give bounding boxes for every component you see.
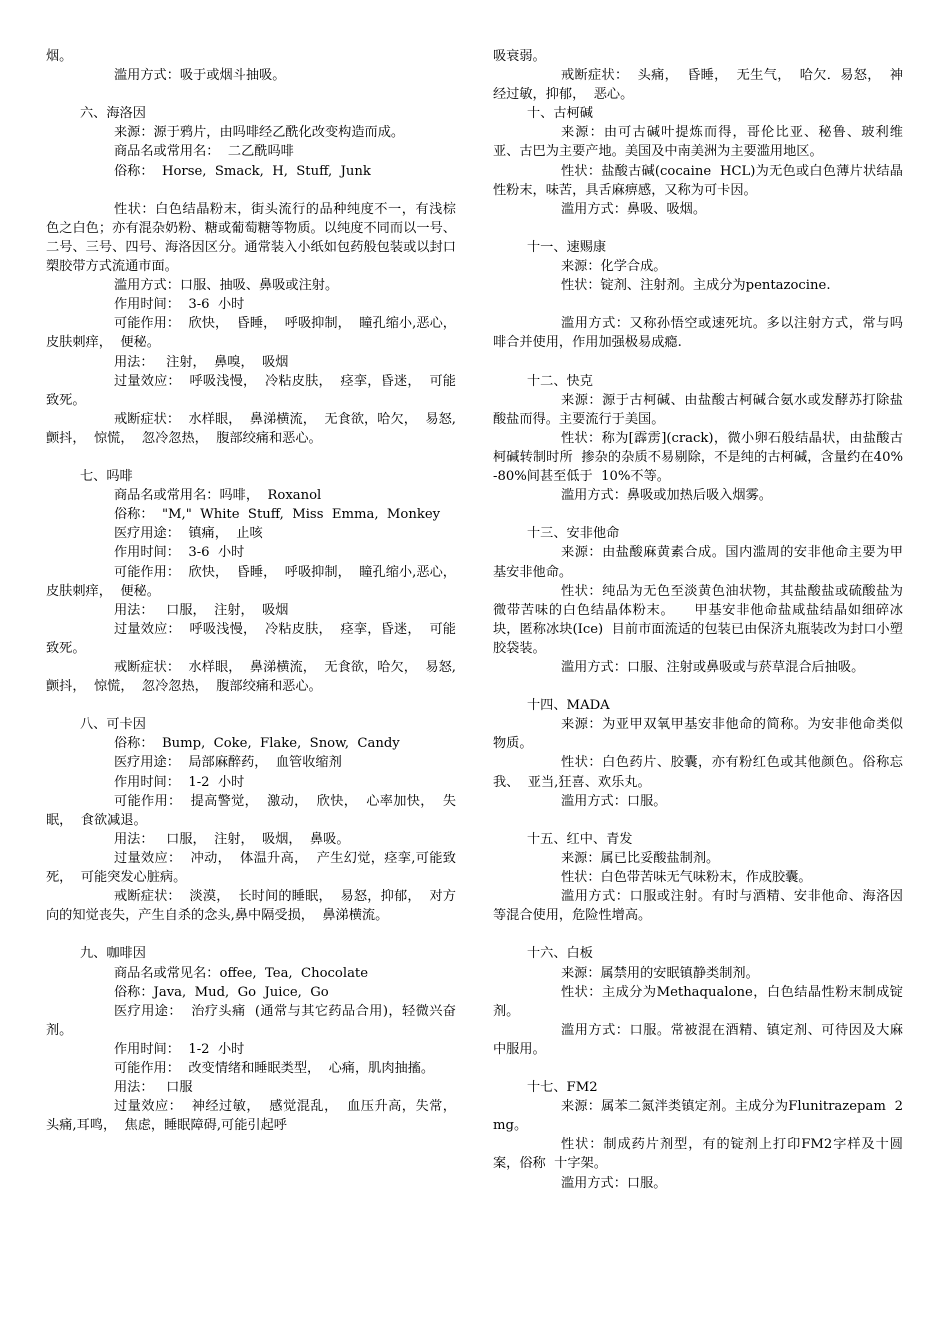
heroin-trade-name: 商品名或常用名： 二乙酰吗啡	[114, 144, 294, 160]
caffeine-trade-name: 商品名或常见名：offee, Tea, Chocolate	[114, 965, 369, 981]
spacer	[493, 1059, 903, 1078]
section-heading-mada: 十四、MADA	[527, 698, 610, 714]
heroin-street-names: 俗称： Horse, Smack, H, Stuff, Junk	[114, 163, 371, 179]
cocaine-medical-use: 医疗用途： 局部麻醉药， 血管收缩剂	[114, 755, 342, 771]
spacer	[493, 353, 903, 372]
mada-source: 来源：为亚甲双氧甲基安非他命的简称。为安非他命类似物质。	[493, 717, 903, 752]
barbiturates-source: 来源：属已比妥酸盐制剂。	[561, 850, 720, 866]
cocaine-usage: 用法： 口服， 注射， 吸烟， 鼻吸。	[114, 831, 350, 847]
spacer	[46, 696, 456, 715]
section-heading-caffeine: 九、咖啡因	[80, 946, 146, 962]
spacer	[493, 219, 903, 238]
methaqualone-abuse-method: 滥用方式：口服。常被混在酒精、镇定剂、可待因及大麻中服用。	[493, 1022, 903, 1057]
caffeine-usage: 用法： 口服	[114, 1080, 193, 1096]
section-heading-heroin: 六、海洛因	[80, 106, 146, 122]
heroin-effects: 可能作用： 欣快， 昏睡， 呼吸抑制， 瞳孔缩小,恶心， 皮肤刺痒， 便秘。	[46, 316, 465, 351]
spacer	[493, 677, 903, 696]
cocaine-street-names: 俗称： Bump, Coke, Flake, Snow, Candy	[114, 736, 400, 752]
caffeine-medical-use: 医疗用途： 治疗头痛 (通常与其它药品合用)，轻微兴奋剂。	[46, 1003, 456, 1038]
spacer	[46, 181, 456, 200]
section-heading-morphine: 七、吗啡	[80, 469, 133, 485]
abuse-method: 滥用方式：吸于或烟斗抽吸。	[114, 68, 286, 84]
morphine-duration: 作用时间： 3-6 小时	[114, 545, 245, 561]
fm2-source: 来源：属苯二氮泮类镇定剂。主成分为Flunitrazepam 2mg。	[493, 1099, 903, 1134]
crack-properties: 性状：称为[霹雳](crack)，微小卵石般结晶状，由盐酸古柯碱转制时所 掺杂的杂质不易剔除，不是纯的古柯碱，含量约在40%-80%间甚至低于 10%不等。	[493, 430, 903, 485]
coca-base-properties: 性状：盐酸古碱(cocaine HCL)为无色或白色薄片状结晶 性粉末，味苦，具舌麻痹感，又称为可卡因。	[493, 163, 912, 198]
text-line: 吸衰弱。	[493, 49, 546, 64]
coca-base-source: 来源：由可古碱叶提炼而得，哥伦比亚、秘鲁、玻利维亚、古巴为主要产地。美国及中南美洲为主要滥用地区。	[493, 125, 903, 160]
methaqualone-source: 来源：属禁用的安眠镇静类制剂。	[561, 965, 759, 981]
heroin-duration: 作用时间： 3-6 小时	[114, 297, 245, 313]
morphine-trade-name: 商品名或常用名：吗啡， Roxanol	[114, 488, 322, 504]
left-column	[46, 47, 465, 1135]
amphetamine-properties: 性状：纯品为无色至淡黄色油状物，其盐酸盐或硫酸盐为微带苦味的白色结晶体粉末。 甲基安非他命盐咸盐结晶如细碎冰块，匿称冰块(Ice) 目前市面流适的包装已由保济丸瓶装改为封口小塑胶袋装。	[493, 583, 903, 656]
right-column	[493, 47, 912, 1193]
section-heading-barbiturates: 十五、红中、青发	[527, 831, 633, 847]
barbiturates-abuse-method: 滥用方式：口服或注射。有时与酒精、安非他命、海洛因等混合使用，危险性增高。	[493, 889, 903, 924]
text-line: 烟。	[46, 49, 73, 64]
morphine-usage: 用法： 口服， 注射， 吸烟	[114, 602, 289, 618]
heroin-usage: 用法： 注射， 鼻嗅， 吸烟	[114, 354, 289, 370]
section-heading-amphetamine: 十三、安非他命	[527, 526, 620, 542]
methaqualone-properties: 性状：主成分为Methaqualone，白色结晶性粉末制成锭剂。	[493, 984, 903, 1019]
spacer	[46, 925, 456, 944]
pentazocine-properties: 性状：锭剂、注射剂。主成分为pentazocine.	[561, 278, 831, 294]
crack-source: 来源：源于古柯碱、由盐酸古柯碱合氨水或发酵苏打除盐酸盐而得。主要流行于美国。	[493, 392, 903, 427]
section-heading-crack: 十二、快克	[527, 373, 593, 389]
crack-abuse-method: 滥用方式：鼻吸或加热后吸入烟雾。	[561, 488, 772, 504]
section-heading-pentazocine: 十一、速赐康	[527, 239, 607, 255]
fm2-properties: 性状：制成药片剂型，有的锭剂上打印FM2字样及十圆案，俗称 十字架。	[493, 1137, 903, 1172]
morphine-overdose: 过量效应： 呼吸浅慢， 冷粘皮肤， 痉挛，昏迷， 可能致死。	[46, 621, 456, 656]
heroin-withdrawal: 戒断症状： 水样眼， 鼻涕横流， 无食欲，哈欠， 易怒,颤抖， 惊慌， 忽冷忽热， 腹部绞痛和恶心。	[46, 411, 456, 446]
amphetamine-source: 来源：由盐酸麻黄素合成。国内滥周的安非他命主要为甲基安非他命。	[493, 545, 903, 580]
caffeine-overdose: 过量效应： 神经过敏， 感觉混乱， 血压升高，失常， 头痛,耳鸣， 焦虑，睡眠障碍,可能引起呼	[46, 1099, 465, 1134]
spacer	[493, 811, 903, 830]
caffeine-street-names: 俗称：Java, Mud, Go Juice, Go	[114, 984, 329, 1000]
heroin-source: 来源：源于鸦片，由吗啡经乙酰化改变构造而成。	[114, 125, 405, 141]
section-heading-cocaine: 八、可卡因	[80, 717, 146, 733]
morphine-effects: 可能作用： 欣快， 昏睡， 呼吸抑制， 瞳孔缩小,恶心， 皮肤刺痒， 便秘。	[46, 564, 465, 599]
spacer	[493, 295, 903, 314]
spacer	[46, 85, 456, 104]
morphine-street-names: 俗称： "M," White Stuff, Miss Emma, Monkey	[114, 507, 441, 523]
cocaine-effects: 可能作用： 提高警觉， 激动， 欣快， 心率加快， 失眠， 食欲减退。	[46, 793, 456, 828]
heroin-abuse-method: 滥用方式：口服、抽吸、鼻吸或注射。	[114, 278, 339, 294]
spacer	[46, 448, 456, 467]
section-heading-coca-base: 十、古柯碱	[527, 106, 593, 122]
amphetamine-abuse-method: 滥用方式：口服、注射或鼻吸或与菸草混合后抽吸。	[561, 660, 865, 675]
caffeine-withdrawal: 戒断症状： 头痛， 昏睡， 无生气， 哈欠．易怒， 神经过敏，抑郁， 恶心。	[493, 68, 903, 103]
morphine-withdrawal: 戒断症状： 水样眼， 鼻涕横流， 无食欲，哈欠， 易怒,颤抖， 惊慌， 忽冷忽热， 腹部绞痛和恶心。	[46, 660, 456, 695]
pentazocine-source: 来源：化学合成。	[561, 259, 667, 275]
heroin-properties: 性状：白色结晶粉末，街头流行的品种纯度不一，有浅棕色之白色；亦有混杂奶粉、糖或葡萄糖等物质。以纯度不同而以一号、二号、三号、四号、海洛因区分。通常装入小纸如包药般包装或以封口槊胶带方式流通市面。	[46, 201, 456, 275]
cocaine-withdrawal: 戒断症状： 淡漠， 长时间的睡眠， 易怒，抑郁， 对方向的知觉丧失，产生自杀的念头,鼻中隔受损， 鼻涕横流。	[46, 889, 456, 924]
cocaine-overdose: 过量效应： 冲动， 体温升高， 产生幻觉，痉挛,可能致死， 可能突发心脏病。	[46, 850, 456, 886]
barbiturates-properties: 性状：白色带苦味无气味粉末，作成胶囊。	[561, 870, 812, 886]
fm2-abuse-method: 滥用方式：口服。	[561, 1175, 667, 1191]
mada-properties: 性状：白色药片、胶囊，亦有粉红色或其他颜色。俗称忘我、 亚当,狂喜、欢乐丸。	[493, 755, 903, 790]
spacer	[493, 505, 903, 524]
pentazocine-abuse-method: 滥用方式：又称孙悟空或速死坑。多以注射方式，常与吗啡合并使用，作用加强极易成瘾.	[493, 316, 903, 351]
section-heading-fm2: 十七、FM2	[527, 1080, 598, 1096]
morphine-medical-use: 医疗用途： 镇痛， 止咳	[114, 526, 263, 542]
mada-abuse-method: 滥用方式：口服。	[561, 793, 667, 809]
cocaine-duration: 作用时间： 1-2 小时	[114, 774, 245, 790]
caffeine-duration: 作用时间： 1-2 小时	[114, 1041, 245, 1057]
section-heading-methaqualone: 十六、白板	[527, 946, 593, 962]
spacer	[493, 925, 903, 944]
caffeine-effects: 可能作用： 改变情绪和睡眠类型， 心痛，肌肉抽搐。	[114, 1060, 435, 1076]
coca-base-abuse-method: 滥用方式：鼻吸、吸烟。	[561, 201, 707, 217]
heroin-overdose: 过量效应： 呼吸浅慢， 冷粘皮肤， 痉挛，昏迷， 可能致死。	[46, 373, 456, 408]
